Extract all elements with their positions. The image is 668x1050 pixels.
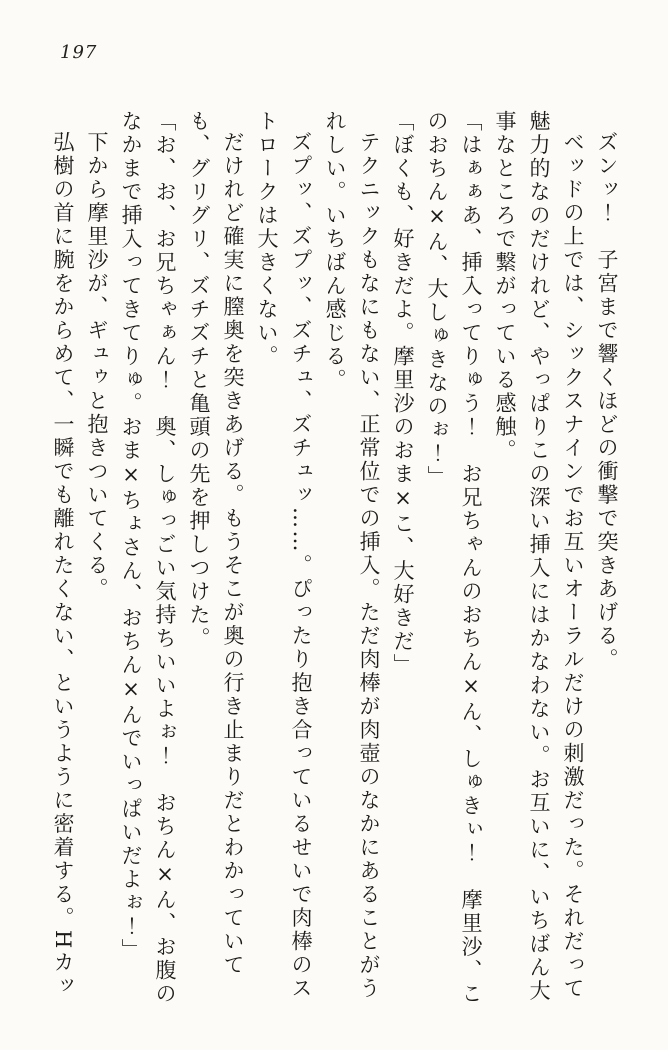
- paragraph: テクニックもなにもない、正常位での挿入。ただ肉棒が肉壺のなかにあることがうれしい。いちばん感じる。: [323, 110, 381, 1001]
- paragraph: ズプッ、ズプッ、ズチュ、ズチュッ……。ぴったり抱き合っているせいで肉棒のストロークは大きくない。: [255, 110, 313, 1001]
- paragraph: 下から摩里沙が、ギュゥと抱きついてくる。: [85, 131, 109, 601]
- paragraph: 弘樹の首に腕をからめて、一瞬でも離れたくない、というように密着する。Hカッ: [51, 131, 75, 998]
- paragraph: 「お、お、お兄ちゃぁん！ 奥、しゅっごい気持ちいいよぉ！ おちん×ん、お腹のなかまで挿入ってきてりゅ。おま×ちょさん、おちん×んでいっぱいだよぉ！」: [119, 110, 177, 1006]
- text-block: [46, 110, 624, 1010]
- paragraph: ベッドの上では、シックスナインでお互いオーラルだけの刺激だった。それだって魅力的なのだけれど、やっぱりこの深い挿入にはかなわない。お互いに、いちばん大事なところで繋がっている感触。: [493, 110, 585, 1003]
- paragraph: だけれど確実に膣奥を突きあげる。もうそこが奥の行き止まりだとわかっていても、グリグリ、ズチズチと亀頭の先を押しつけた。: [187, 110, 245, 977]
- paragraph: ズンッ！ 子宮まで響くほどの衝撃で突きあげる。: [595, 131, 619, 672]
- paragraph: 「はぁぁあ、挿入ってりゅう！ お兄ちゃんのおちん×ん、しゅきぃ！ 摩里沙、このおちん×ん、大しゅきなのぉ！」: [425, 110, 483, 1006]
- page-number: 197: [60, 42, 98, 63]
- paragraph: 「ぼくも、好きだよ。摩里沙のおま×こ、大好きだ」: [391, 110, 415, 677]
